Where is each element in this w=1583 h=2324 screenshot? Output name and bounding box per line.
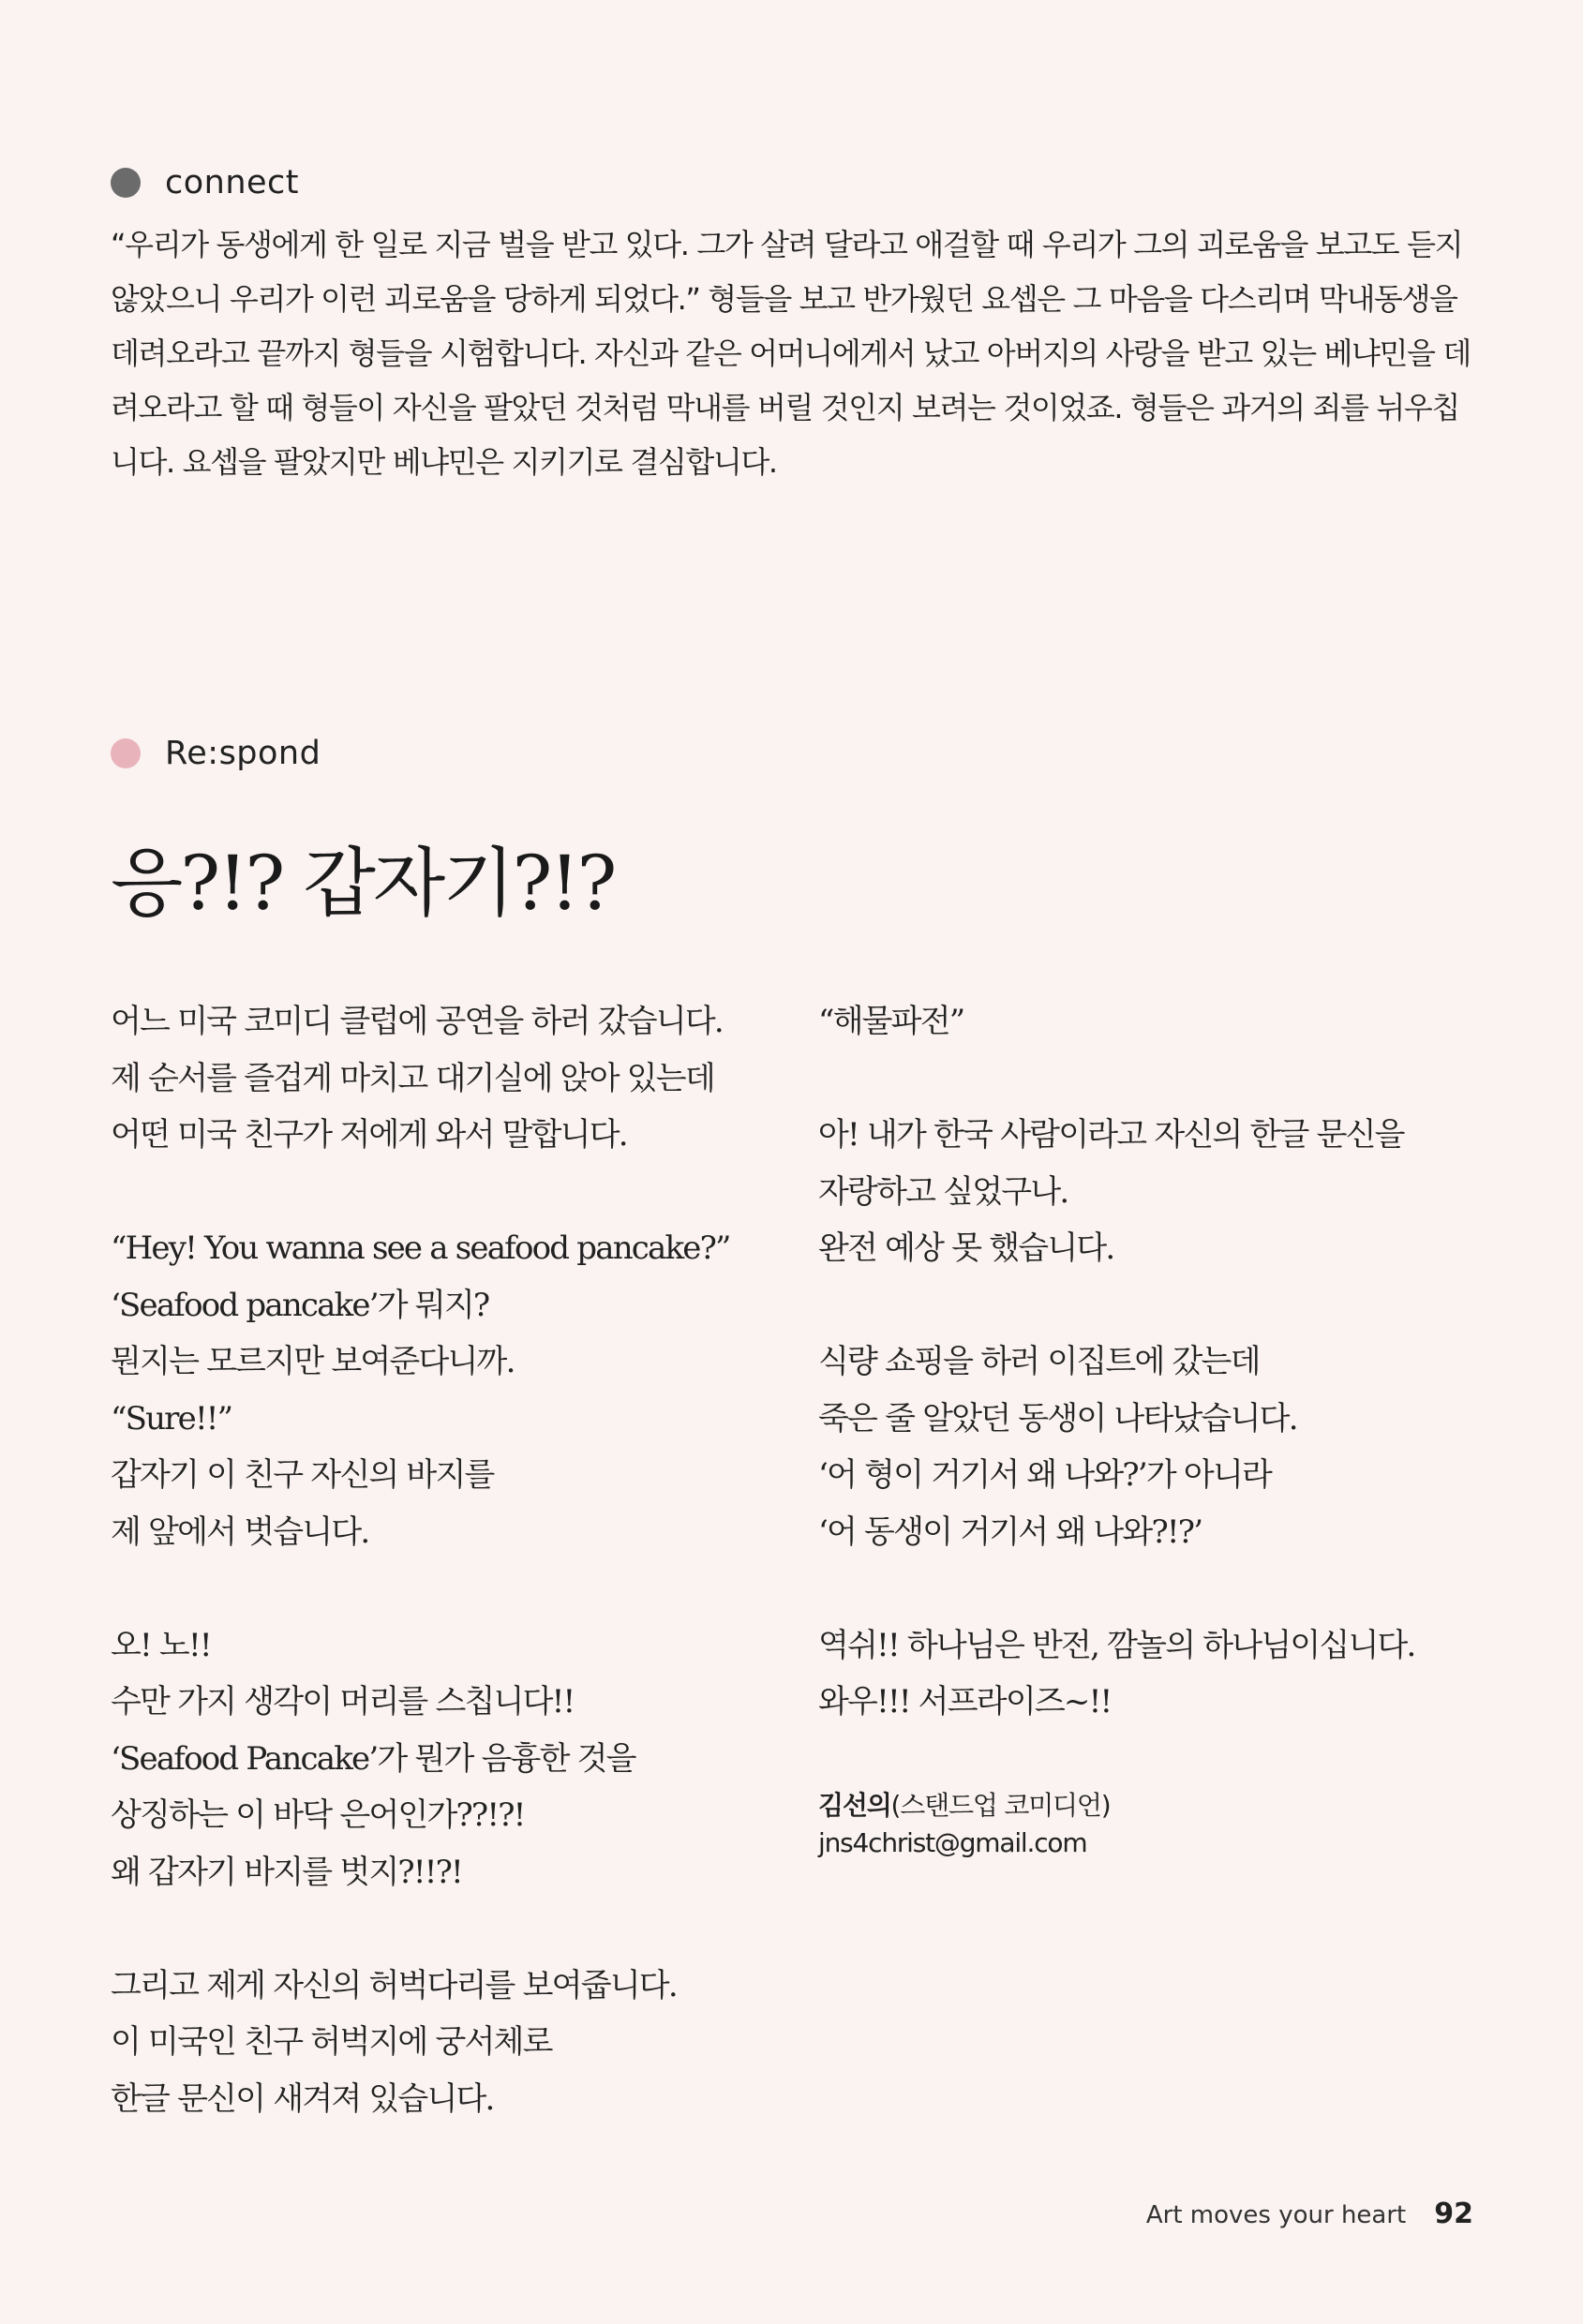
left-column-line: ‘Seafood pancake’가 뭐지?: [111, 1286, 489, 1324]
page-footer: [1146, 2197, 1473, 2230]
left-column-paragraph: [111, 993, 785, 1164]
left-column-line: “Sure!!”: [111, 1399, 232, 1438]
right-column-paragraph: [818, 1333, 1493, 1560]
left-column-line: 어떤 미국 친구가 저에게 와서 말합니다.: [111, 1116, 627, 1154]
left-column-line: 뭔지는 모르지만 보여준다니까.: [111, 1343, 515, 1380]
connect-section-title: connect: [165, 164, 300, 201]
connect-bullet-icon: [111, 168, 141, 198]
right-column-line: 죽은 줄 알았던 동생이 나타났습니다.: [818, 1399, 1297, 1438]
article-left-column: [111, 993, 785, 2184]
left-column-line: 오! 노!!: [111, 1626, 211, 1664]
left-column-line: 이 미국인 친구 허벅지에 궁서체로: [111, 2023, 552, 2061]
respond-section-title: Re:spond: [165, 735, 321, 772]
left-column-paragraph: [111, 1958, 785, 2128]
left-column-line: ‘Seafood Pancake’가 뭔가 음흉한 것을: [111, 1739, 635, 1778]
left-column-paragraph: [111, 1220, 785, 1560]
left-column-line: 왜 갑자기 바지를 벗지?!!?!: [111, 1853, 462, 1891]
right-column-line: 완전 예상 못 했습니다.: [818, 1229, 1114, 1267]
right-column-paragraph: [818, 993, 1493, 1050]
right-column-line: 자랑하고 싶었구나.: [818, 1172, 1068, 1211]
left-column-line: 한글 문신이 새겨져 있습니다.: [111, 2079, 494, 2118]
right-column-paragraph: [818, 1617, 1493, 1731]
right-column-line: 역쉬!! 하나님은 반전, 깜놀의 하나님이십니다.: [818, 1626, 1415, 1664]
respond-section-header: [111, 735, 321, 772]
right-column-line: 와우!!! 서프라이즈~!!: [818, 1683, 1112, 1721]
left-column-line: 수만 가지 생각이 머리를 스칩니다!!: [111, 1683, 575, 1721]
left-column-line: 갑자기 이 친구 자신의 바지를: [111, 1456, 494, 1494]
right-column-paragraphs: [818, 993, 1493, 1731]
left-column-line: 제 순서를 즐겁게 마치고 대기실에 앉아 있는데: [111, 1059, 714, 1097]
author-block: [818, 1787, 1493, 1862]
right-column-paragraph: [818, 1107, 1493, 1277]
right-column-line: ‘어 형이 거기서 왜 나와?’가 아니라: [818, 1456, 1272, 1494]
article-headline: 응?!? 갑자기?!?: [111, 840, 615, 927]
left-column-paragraph: [111, 1617, 785, 1901]
connect-section-header: [111, 164, 299, 201]
right-column-line: 식량 쇼핑을 하러 이집트에 갔는데: [818, 1343, 1260, 1380]
article-right-column: [818, 993, 1493, 1862]
left-column-line: 그리고 제게 자신의 허벅다리를 보여줍니다.: [111, 1966, 677, 2004]
page-number: 92: [1434, 2197, 1473, 2230]
left-column-line: 제 앞에서 벗습니다.: [111, 1512, 369, 1551]
author-line: [818, 1787, 1493, 1825]
left-column-line: 상징하는 이 바닥 은어인가??!?!: [111, 1796, 525, 1834]
right-column-line: “해물파전”: [818, 1003, 964, 1040]
author-name: 김선의: [818, 1790, 891, 1821]
left-column-line: “Hey! You wanna see a seafood pancake?”: [111, 1229, 730, 1267]
author-role: (스탠드업 코미디언): [890, 1790, 1111, 1821]
respond-bullet-icon: [111, 738, 141, 768]
right-column-line: ‘어 동생이 거기서 왜 나와?!?’: [818, 1512, 1202, 1551]
author-email: jns4christ@gmail.com: [818, 1827, 1087, 1858]
right-column-line: 아! 내가 한국 사람이라고 자신의 한글 문신을: [818, 1116, 1404, 1154]
left-column-line: 어느 미국 코미디 클럽에 공연을 하러 갔습니다.: [111, 1003, 723, 1040]
connect-body-text: “우리가 동생에게 한 일로 지금 벌을 받고 있다. 그가 살려 달라고 애걸할 때 우리가 그의 괴로움을 보고도 듣지 않았으니 우리가 이런 괴로움을 당하게 되었다.” 형들을 보고 반가웠던 요셉은 그 마음을 다스리며 막내동생을 데려오라고 끝까지 형들을 시험합니다. 자신과 같은 어머니에게서 났고 아버지의 사랑을 받고 있는 베냐민을 데려오라고 할 때 형들이 자신을 팔았던 것처럼 막내를 버릴 것인지 보려는 것이었죠. 형들은 과거의 죄를 뉘우칩니다. 요셉을 팔았지만 베냐민은 지키기로 결심합니다.: [111, 227, 1471, 480]
footer-tagline: Art moves your heart: [1145, 2201, 1407, 2229]
